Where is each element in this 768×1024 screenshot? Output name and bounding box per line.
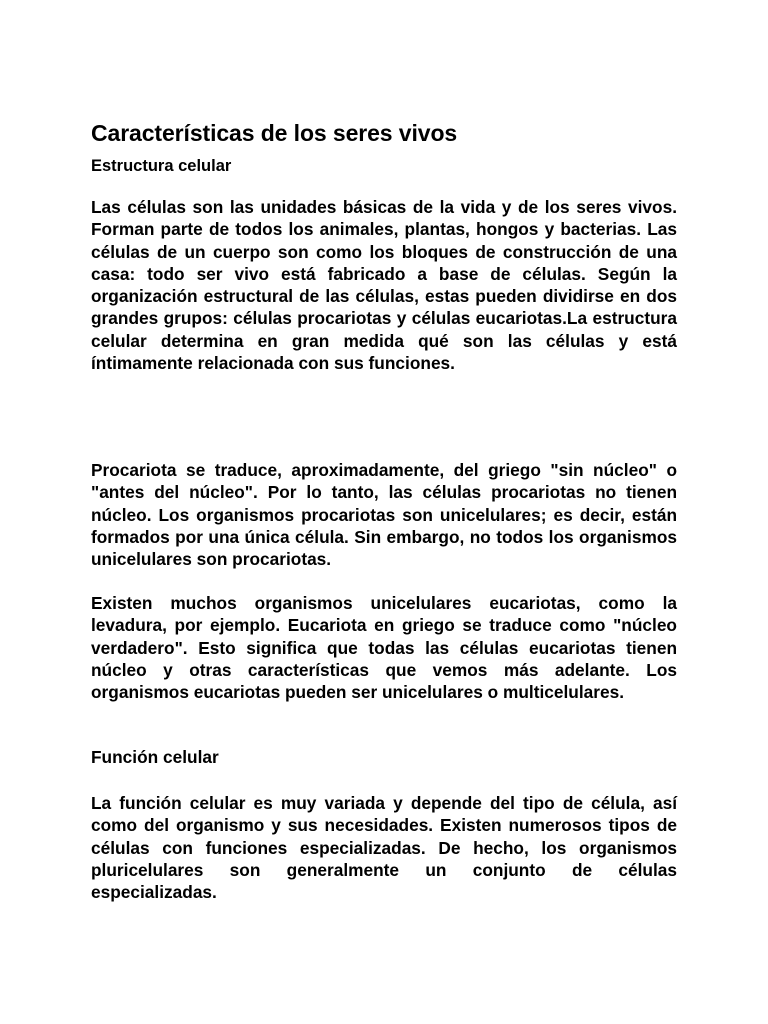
paragraph-procariota: Procariota se traduce, aproximadamente, del griego "sin núcleo" o "antes del núcleo". Por lo tanto, las células procariotas no tienen núcleo. Los organismos procariotas son unicelulares; es decir, están formados por una única célula. Sin embargo, no todos los organismos unicelulares son procariotas.: [91, 460, 677, 570]
section-heading-funcion: Función celular: [91, 747, 219, 767]
paragraph-eucariota: Existen muchos organismos unicelulares eucariotas, como la levadura, por ejemplo. Eucariota en griego se traduce como "núcleo verdadero". Esto significa que todas las células eucariotas tienen núcleo y otras características que vemos más adelante. Los organismos eucariotas pueden ser unicelulares o multicelulares.: [91, 593, 677, 703]
page-title: Características de los seres vivos: [91, 120, 458, 146]
paragraph-funcion: La función celular es muy variada y depende del tipo de célula, así como del organismo y sus necesidades. Existen numerosos tipos de células con funciones especializadas. De hecho, los organismos pluricelulares son generalmente un conjunto de células especializadas.: [91, 793, 677, 903]
paragraph-celulas: Las células son las unidades básicas de la vida y de los seres vivos. Forman parte de todos los animales, plantas, hongos y bacterias. Las células de un cuerpo son como los bloques de construcción de una casa: todo ser vivo está fabricado a base de células. Según la organización estructural de las células, estas pueden dividirse en dos grandes grupos: células procariotas y células eucariotas.La estructura celular determina en gran medida qué son las células y está íntimamente relacionada con sus funciones.: [91, 197, 677, 374]
section-subtitle-estructura: Estructura celular: [91, 157, 232, 175]
